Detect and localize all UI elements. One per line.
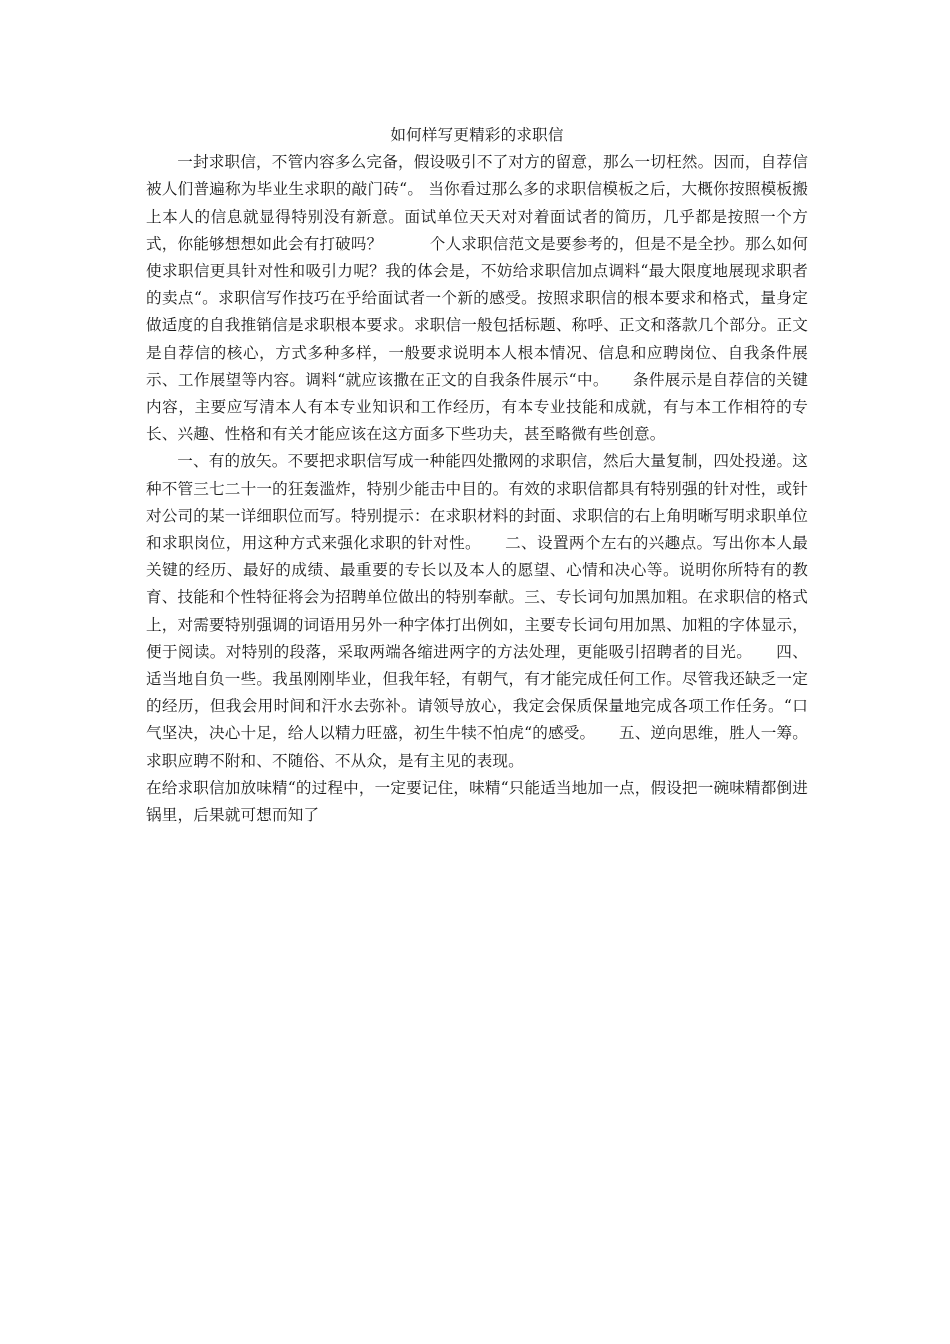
paragraph-conclusion: 在给求职信加放味精“的过程中，一定要记住，味精“只能适当地加一点，假设把一碗味精都倒进锅里，后果就可想而知了 <box>146 778 808 825</box>
document-title: 如何样写更精彩的求职信 <box>390 126 564 144</box>
paragraph-intro: 一封求职信，不管内容多么完备，假设吸引不了对方的留意，那么一切枉然。因而，自荐信被人们普遍称为毕业生求职的敲门砖“。 当你看过那么多的求职信模板之后，大概你按照模板搬上本人的信息就显得特别没有新意。面试单位天天对对着面试者的简历，几乎都是按照一个方式，你能够想想如此会有打破吗？ 个人求职信范文是要参考的，但是不是全抄。那么如何使求职信更具针对性和吸引力呢？我的体会是，不妨给求职信加点调料“最大限度地展现求职者的卖点“。求职信写作技巧在乎给面试者一个新的感受。按照求职信的根本要求和格式，量身定做适度的自我推销信是求职根本要求。求职信一般包括标题、称呼、正文和落款几个部分。正文是自荐信的核心，方式多种多样，一般要求说明本人根本情况、信息和应聘岗位、自我条件展示、工作展望等内容。调料“就应该撒在正文的自我条件展示“中。 条件展示是自荐信的关键内容，主要应写清本人有本专业知识和工作经历，有本专业技能和成就，有与本工作相符的专长、兴趣、性格和有关才能应该在这方面多下些功夫，甚至略微有些创意。 <box>146 153 808 444</box>
paragraph-tips: 一、有的放矢。不要把求职信写成一种能四处撒网的求职信，然后大量复制，四处投递。这种不管三七二十一的狂轰滥炸，特别少能击中目的。有效的求职信都具有特别强的针对性，或针对公司的某一详细职位而写。特别提示：在求职材料的封面、求职信的右上角明晰写明求职单位和求职岗位，用这种方式来强化求职的针对性。 二、设置两个左右的兴趣点。写出你本人最关键的经历、最好的成绩、最重要的专长以及本人的愿望、心情和决心等。说明你所特有的教育、技能和个性特征将会为招聘单位做出的特别奉献。三、专长词句加黑加粗。在求职信的格式上，对需要特别强调的词语用另外一种字体打出例如，主要专长词句用加黑、加粗的字体显示，便于阅读。对特别的段落，采取两端各缩进两字的方法处理，更能吸引招聘者的目光。 四、适当地自负一些。我虽刚刚毕业，但我年轻，有朝气，有才能完成任何工作。尽管我还缺乏一定的经历，但我会用时间和汗水去弥补。请领导放心，我定会保质保量地完成各项工作任务。“口气坚决，决心十足，给人以精力旺盛，初生牛犊不怕虎“的感受。 五、逆向思维，胜人一筹。求职应聘不附和、不随俗、不从众，是有主见的表现。 <box>146 452 808 770</box>
document-body <box>146 122 808 829</box>
